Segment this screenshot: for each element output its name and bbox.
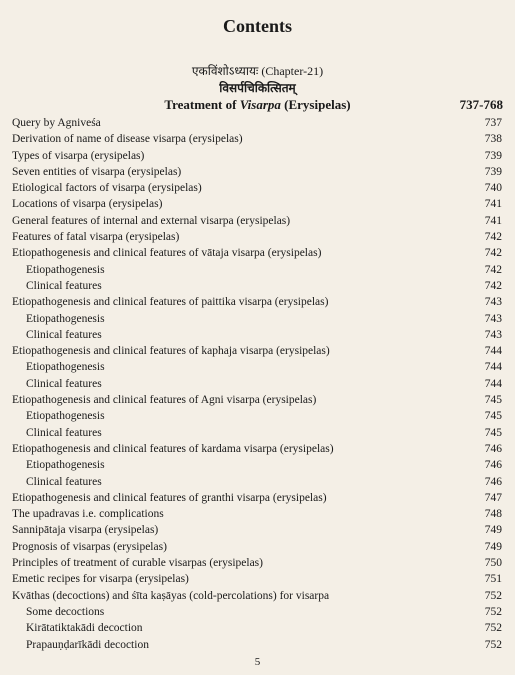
toc-list xyxy=(0,115,515,653)
toc-entry-page: 744 xyxy=(484,361,502,374)
toc-entry xyxy=(0,539,515,555)
toc-entry xyxy=(0,555,515,571)
toc-entry-page: 741 xyxy=(484,198,502,211)
section-title-prefix: Treatment of xyxy=(164,97,240,112)
toc-entry-label: Features of fatal visarpa (erysipelas) xyxy=(12,231,180,244)
toc-entry-page: 742 xyxy=(484,263,502,276)
toc-entry-page: 739 xyxy=(484,165,502,178)
toc-entry xyxy=(0,213,515,229)
toc-entry xyxy=(0,571,515,587)
toc-entry-page: 751 xyxy=(484,573,502,586)
toc-subentry xyxy=(0,425,515,441)
sanskrit-chapter-title: विसर्पचिकित्सितम् xyxy=(219,81,296,95)
section-page-range: 737-768 xyxy=(459,97,503,112)
toc-entry-page: 742 xyxy=(484,279,502,292)
toc-entry xyxy=(0,245,515,261)
toc-entry-label: Clinical features xyxy=(26,377,102,390)
toc-entry xyxy=(0,196,515,212)
toc-entry-label: Locations of visarpa (erysipelas) xyxy=(12,198,163,211)
toc-entry-page: 749 xyxy=(484,540,502,553)
toc-entry xyxy=(0,229,515,245)
toc-entry-page: 744 xyxy=(484,345,502,358)
toc-entry xyxy=(0,148,515,164)
page-title: Contents xyxy=(222,16,292,36)
toc-entry xyxy=(0,343,515,359)
toc-entry-page: 747 xyxy=(484,491,502,504)
toc-entry-page: 748 xyxy=(484,508,502,521)
toc-entry-label: Prognosis of visarpas (erysipelas) xyxy=(12,540,167,553)
toc-entry-page: 738 xyxy=(484,133,502,146)
toc-entry xyxy=(0,164,515,180)
toc-entry-label: Kirātatiktakādi decoction xyxy=(26,622,143,635)
toc-entry-page: 746 xyxy=(484,475,502,488)
toc-entry-label: Clinical features xyxy=(26,426,102,439)
toc-entry-label: Etiopathogenesis xyxy=(26,459,105,472)
toc-entry xyxy=(0,180,515,196)
toc-entry-page: 752 xyxy=(484,589,502,602)
toc-entry-label: Clinical features xyxy=(26,279,102,292)
toc-entry-page: 742 xyxy=(484,231,502,244)
toc-entry-page: 746 xyxy=(484,442,502,455)
toc-subentry xyxy=(0,408,515,424)
toc-entry-label: Etiopathogenesis and clinical features of kardama visarpa (erysipelas) xyxy=(12,442,334,455)
toc-subentry xyxy=(0,359,515,375)
toc-entry-page: 746 xyxy=(484,459,502,472)
toc-entry-label: Etiopathogenesis xyxy=(26,361,105,374)
toc-entry-label: General features of internal and external visarpa (erysipelas) xyxy=(12,214,291,227)
toc-entry xyxy=(0,441,515,457)
toc-entry xyxy=(0,588,515,604)
toc-entry xyxy=(0,506,515,522)
section-title-suffix: (Erysipelas) xyxy=(280,97,351,112)
toc-entry-label: Etiopathogenesis and clinical features of granthi visarpa (erysipelas) xyxy=(12,491,327,504)
toc-entry-label: Some decoctions xyxy=(26,605,105,618)
toc-entry-page: 743 xyxy=(484,328,502,341)
toc-entry-label: Seven entities of visarpa (erysipelas) xyxy=(12,165,182,178)
toc-entry xyxy=(0,392,515,408)
toc-entry-label: Emetic recipes for visarpa (erysipelas) xyxy=(12,573,189,586)
toc-subentry xyxy=(0,376,515,392)
toc-entry-page: 752 xyxy=(484,605,502,618)
toc-entry-page: 740 xyxy=(484,182,502,195)
toc-entry xyxy=(0,115,515,131)
toc-entry-label: Principles of treatment of curable visarpas (erysipelas) xyxy=(12,557,263,570)
chapter-heading: एकविंशोऽध्यायः (Chapter-21) xyxy=(191,64,324,78)
toc-subentry xyxy=(0,604,515,620)
toc-entry-label: Etiopathogenesis xyxy=(26,312,105,325)
toc-entry xyxy=(0,131,515,147)
toc-entry-page: 739 xyxy=(484,149,502,162)
toc-entry-label: Etiopathogenesis xyxy=(26,263,105,276)
toc-subentry xyxy=(0,620,515,636)
toc-entry-label: Clinical features xyxy=(26,328,102,341)
toc-entry-page: 745 xyxy=(484,426,502,439)
toc-entry-page: 752 xyxy=(484,622,502,635)
toc-entry-label: Types of visarpa (erysipelas) xyxy=(12,149,145,162)
toc-entry-page: 749 xyxy=(484,524,502,537)
page-number: 5 xyxy=(254,656,261,668)
toc-entry-label: Etiopathogenesis and clinical features of vātaja visarpa (erysipelas) xyxy=(12,247,322,260)
toc-entry-label: Etiological factors of visarpa (erysipelas) xyxy=(12,182,202,195)
section-title-italic: Visarpa xyxy=(239,97,281,112)
toc-entry-label: Etiopathogenesis xyxy=(26,410,105,423)
toc-entry-page: 743 xyxy=(484,296,502,309)
toc-entry-label: Etiopathogenesis and clinical features of Agni visarpa (erysipelas) xyxy=(12,394,317,407)
toc-entry xyxy=(0,490,515,506)
section-title xyxy=(0,97,515,113)
toc-entry-label: Clinical features xyxy=(26,475,102,488)
toc-subentry xyxy=(0,278,515,294)
toc-entry-label: Derivation of name of disease visarpa (erysipelas) xyxy=(12,133,243,146)
toc-subentry xyxy=(0,327,515,343)
toc-entry-page: 741 xyxy=(484,214,502,227)
toc-entry-page: 745 xyxy=(484,394,502,407)
toc-entry-label: Query by Agniveśa xyxy=(12,117,101,129)
toc-entry-page: 752 xyxy=(484,638,502,651)
toc-entry-page: 744 xyxy=(484,377,502,390)
toc-subentry xyxy=(0,474,515,490)
toc-subentry xyxy=(0,637,515,653)
toc-subentry xyxy=(0,311,515,327)
toc-entry-label: The upadravas i.e. complications xyxy=(12,508,164,521)
toc-entry-page: 750 xyxy=(484,557,502,570)
section-heading xyxy=(0,97,515,115)
toc-entry-page: 737 xyxy=(484,117,502,129)
toc-entry-page: 743 xyxy=(484,312,502,325)
toc-entry-label: Prapauṇḍarīkādi decoction xyxy=(26,638,149,651)
toc-entry xyxy=(0,294,515,310)
toc-entry-page: 745 xyxy=(484,410,502,423)
toc-entry-label: Kvāthas (decoctions) and śīta kaṣāyas (cold-percolations) for visarpa xyxy=(12,589,330,602)
toc-subentry xyxy=(0,262,515,278)
toc-entry-label: Etiopathogenesis and clinical features of paittika visarpa (erysipelas) xyxy=(12,296,329,309)
toc-subentry xyxy=(0,457,515,473)
toc-entry-label: Etiopathogenesis and clinical features of kaphaja visarpa (erysipelas) xyxy=(12,345,330,358)
toc-entry-page: 742 xyxy=(484,247,502,260)
toc-entry-label: Sannipātaja visarpa (erysipelas) xyxy=(12,524,159,537)
toc-entry xyxy=(0,522,515,538)
